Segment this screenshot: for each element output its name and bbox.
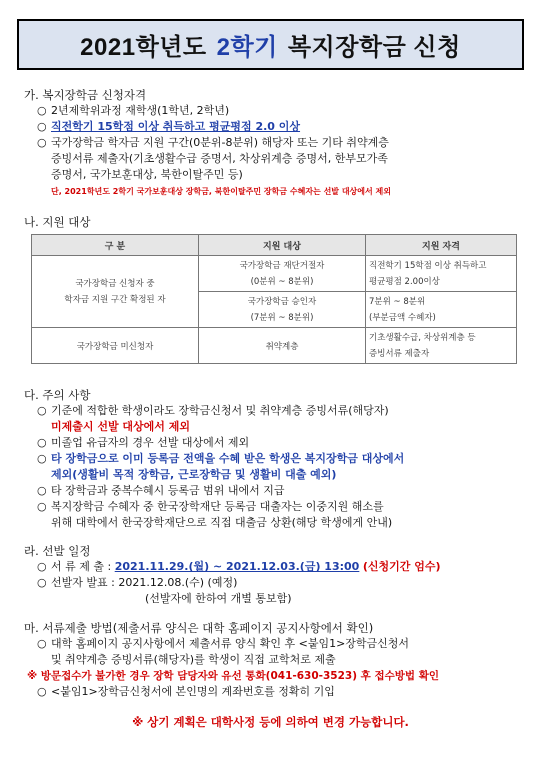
section-a-item-cont: 증빙서류 제출자(기초생활수급 증명서, 차상위계층 증명서, 한부모가족 — [51, 152, 388, 165]
section-c-item: ○ 타 장학금과 중복수혜시 등록금 범위 내에서 지급 — [37, 484, 285, 497]
section-d-heading: 라. 선발 일정 — [24, 544, 91, 558]
title-name: 복지장학금 신청 — [287, 34, 461, 61]
section-e-item-cont: 및 취약계층 증빙서류(해당자)를 학생이 직접 교학처로 제출 — [51, 653, 336, 666]
title-term: 2학기 — [216, 34, 278, 61]
table-cell: 기초생활수급, 차상위계층 등 증빙서류 제출자 — [366, 328, 517, 364]
section-c-heading: 다. 주의 사항 — [24, 388, 91, 402]
section-a-item: ○ 직전학기 15학점 이상 취득하고 평균평점 2.0 이상 — [37, 120, 301, 133]
table-header: 지원 자격 — [366, 235, 517, 256]
section-a-item-cont: 증명서, 국가보훈대상, 북한이탈주민 등) — [51, 168, 243, 181]
schedule-submit: ○ 서 류 제 출 : 2021.11.29.(월) ~ 2021.12.03.(금) 13:00 (신청기간 엄수) — [37, 560, 441, 573]
section-a-heading: 가. 복지장학금 신청자격 — [24, 88, 147, 102]
table-cell: 국가장학금 신청자 중 학자금 지원 구간 확정된 자 — [32, 256, 199, 328]
page-title — [17, 19, 524, 70]
section-a-item: ○ 2년제학위과정 재학생(1학년, 2학년) — [37, 104, 230, 117]
section-c-item-cont: 위해 대학에서 한국장학재단으로 직접 대출금 상환(해당 학생에게 안내) — [51, 516, 393, 529]
section-b-heading: 나. 지원 대상 — [24, 215, 91, 229]
section-c-item-cont: 제외(생활비 목적 장학금, 근로장학금 및 생활비 대출 예외) — [51, 468, 337, 481]
section-a-item: ○ 국가장학금 학자금 지원 구간(0분위-8분위) 해당자 또는 기타 취약계층 — [37, 136, 389, 149]
section-c-item: ○ 미졸업 유급자의 경우 선발 대상에서 제외 — [37, 436, 250, 449]
schedule-announce-note: (선발자에 한하여 개별 통보함) — [145, 592, 292, 605]
table-header: 지원 대상 — [199, 235, 366, 256]
table-cell: 7분위 ~ 8분위 (부분금액 수혜자) — [366, 292, 517, 328]
section-a-note: 단, 2021학년도 2학기 국가보훈대상 장학금, 북한이탈주민 장학금 수혜자는 선발 대상에서 제외 — [51, 187, 391, 196]
section-e-item: ○ 대학 홈페이지 공지사항에서 제출서류 양식 확인 후 <붙임1>장학금신청서 — [37, 637, 410, 650]
section-c-item: ○ 기준에 적합한 학생이라도 장학금신청서 및 취약계층 증빙서류(해당자) — [37, 404, 389, 417]
title-year: 2021학년도 — [80, 34, 207, 61]
closing-notice: ※ 상기 계획은 대학사정 등에 의하여 변경 가능합니다. — [132, 715, 409, 729]
table-cell: 취약계층 — [199, 328, 366, 364]
section-c-item: ○ 타 장학금으로 이미 등록금 전액을 수혜 받은 학생은 복지장학금 대상에서 — [37, 452, 405, 465]
table-cell: 국가장학금 승인자 (7분위 ~ 8분위) — [199, 292, 366, 328]
support-table — [31, 234, 517, 364]
section-c-item: ○ 복지장학금 수혜자 중 한국장학재단 등록금 대출자는 이중지원 해소를 — [37, 500, 384, 513]
table-cell: 국가장학금 미신청자 — [32, 328, 199, 364]
schedule-announce: ○ 선발자 발표 : 2021.12.08.(수) (예정) — [37, 576, 238, 589]
section-c-item-cont: 미제출시 선발 대상에서 제외 — [51, 420, 190, 433]
section-e-item: ○ <붙임1>장학금신청서에 본인명의 계좌번호를 정확히 기입 — [37, 685, 335, 698]
section-e-phone-note: ※ 방문접수가 불가한 경우 장학 담당자와 유선 통화(041-630-3523) 후 접수방법 확인 — [27, 670, 439, 682]
section-e-heading: 마. 서류제출 방법(제출서류 양식은 대학 홈페이지 공지사항에서 확인) — [24, 621, 374, 635]
table-cell: 국가장학금 재단거절자 (0분위 ~ 8분위) — [199, 256, 366, 292]
table-cell: 직전학기 15학점 이상 취득하고 평균평점 2.00이상 — [366, 256, 517, 292]
table-header: 구 분 — [32, 235, 199, 256]
